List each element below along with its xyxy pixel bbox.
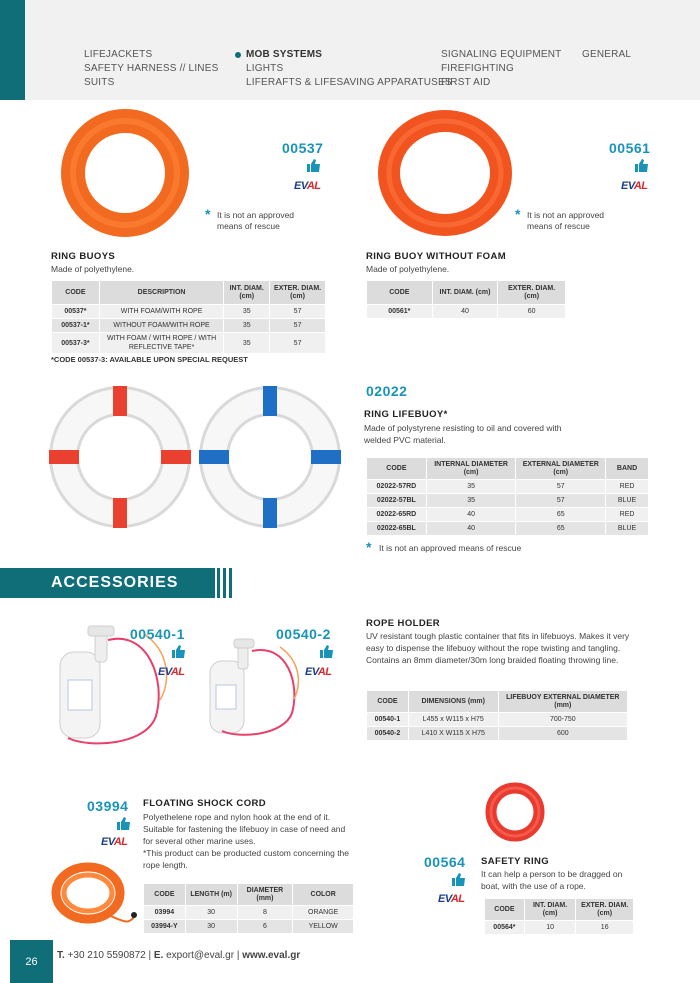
section-subtitle: It can help a person to be dragged on boat, with the use of a rope. — [481, 869, 623, 891]
shock-cord-table: CODE LENGTH (m) DIAMETER (mm) COLOR 03994 30 8 ORANGE 03994-Y 30 6 YELLOW — [143, 883, 354, 934]
phone-label: T. — [57, 950, 65, 961]
product-code-00564: 00564 — [424, 854, 466, 870]
ring-buoys-table — [51, 280, 326, 354]
th-code: CODE — [52, 281, 100, 305]
table-row: 00537-1* WITHOUT FOAM/WITH ROPE 35 57 — [52, 319, 326, 333]
table-row: 02022-65BL 40 65 BLUE — [367, 522, 649, 536]
table-row: 00540-2 L410 X W115 X H75 600 — [367, 727, 628, 741]
nav-lifejackets[interactable]: LIFEJACKETS — [84, 49, 153, 60]
section-title-rope-holder: ROPE HOLDER — [366, 618, 441, 629]
table-row: 00537* WITH FOAM/WITH ROPE 35 57 — [52, 305, 326, 319]
footer-contact: T. +30 210 5590872 | E. export@eval.gr | www.eval.gr — [57, 950, 301, 961]
rescue-note: It is not an approved means of rescue — [217, 210, 295, 231]
thumbs-up-icon — [117, 817, 131, 830]
orange-ring-buoy-image — [60, 108, 190, 238]
eval-logo: EVAL — [621, 180, 648, 192]
banner-stripe — [229, 568, 232, 598]
table-row: 03994-Y 30 6 YELLOW — [144, 920, 354, 934]
asterisk-icon: * — [515, 206, 521, 222]
nav-signaling[interactable]: SIGNALING EQUIPMENT — [441, 49, 562, 60]
thumbs-up-icon — [452, 873, 466, 886]
eval-logo: EVAL — [101, 836, 128, 848]
table-row: 02022-57RD 35 57 RED — [367, 480, 649, 494]
table-row: 00564* 10 16 — [485, 921, 634, 935]
nav-firefighting[interactable]: FIREFIGHTING — [441, 63, 514, 74]
eval-logo: EVAL — [158, 666, 185, 678]
section-subtitle: UV resistant tough plastic container that fits in lifebuoys. Makes it very easy to dispense the lifebuoy without the rope twisting and tangling. Contains an 8mm diameter/30m long braided floating throwing line. — [366, 631, 630, 665]
white-lifebuoys-image — [40, 380, 350, 540]
nav-column-1 — [84, 48, 218, 90]
thumbs-up-icon — [172, 645, 186, 658]
product-code-00537: 00537 — [282, 140, 324, 156]
rope-holder-table: CODE DIMENSIONS (mm) LIFEBUOY EXTERNAL DIAMETER (mm) 00540-1 L455 x W115 x H75 700-750 00540-2 L410 X W115 X H75 600 — [366, 690, 628, 741]
nav-mob-systems[interactable]: MOB SYSTEMS — [246, 49, 323, 60]
eval-logo: EVAL — [438, 893, 465, 905]
nav-liferafts[interactable]: LIFERAFTS & LIFESAVING APPARATUSES — [246, 77, 452, 88]
nav-column-2 — [246, 48, 452, 90]
banner-stripe — [217, 568, 220, 598]
section-title-floating-shock-cord: FLOATING SHOCK CORD — [143, 798, 267, 809]
nav-safety-harness[interactable]: SAFETY HARNESS // LINES — [84, 63, 219, 74]
product-code-02022: 02022 — [366, 383, 408, 399]
banner-stripe — [223, 568, 226, 598]
eval-logo: EVAL — [294, 180, 321, 192]
nav-suits[interactable]: SUITS — [84, 77, 115, 88]
th-int-diam: INT. DIAM. (cm) — [224, 281, 270, 305]
table-footnote: *CODE 00537-3: AVAILABLE UPON SPECIAL REQUEST — [51, 355, 248, 364]
active-nav-dot — [235, 52, 241, 58]
table-row: 03994 30 8 ORANGE — [144, 906, 354, 920]
thumbs-up-icon — [307, 159, 321, 172]
safety-ring-table: CODE INT. DIAM. (cm) EXTER. DIAM. (cm) 00564* 10 16 — [484, 898, 634, 935]
table-row: 02022-65RD 40 65 RED — [367, 508, 649, 522]
section-title-ring-buoys: RING BUOYS — [51, 251, 116, 262]
table-row: 00537-3* WITH FOAM / WITH ROPE / WITH REFLECTIVE TAPE* 35 57 — [52, 333, 326, 354]
orange-ring-buoy-no-foam-image — [375, 108, 515, 238]
ring-lifebuoy-table: CODE INTERNAL DIAMETER (cm) EXTERNAL DIAMETER (cm) BAND 02022-57RD 35 57 RED 02022-57BL 35 57 BLUE 02022-65RD 40 65 RED 02022-65BL 40 65 BLUE — [366, 457, 649, 536]
rope-holder-2-image — [200, 635, 320, 745]
product-code-00540-1: 00540-1 — [130, 626, 185, 642]
nav-general[interactable]: GENERAL — [582, 49, 632, 60]
thumbs-up-icon — [635, 159, 649, 172]
nav-column-3 — [441, 48, 562, 90]
accent-strip — [0, 0, 25, 100]
ring-buoy-no-foam-table: CODE INT. DIAM. (cm) EXTER. DIAM. (cm) 00561* 40 60 — [366, 280, 566, 319]
section-subtitle: Polyethelene rope and nylon hook at the end of it. Suitable for fastening the lifebuoy in case of need and for several other marine uses. *This product can be producted custom concerning the rope length. — [143, 812, 350, 870]
product-code-03994: 03994 — [87, 798, 129, 814]
product-code-00561: 00561 — [609, 140, 651, 156]
section-title-ring-lifebuoy: RING LIFEBUOY* — [364, 409, 448, 420]
accessories-title: ACCESSORIES — [51, 574, 179, 591]
table-row: 00540-1 L455 x W115 x H75 700-750 — [367, 713, 628, 727]
phone-number[interactable]: +30 210 5590872 — [67, 950, 146, 961]
section-title-ring-buoy-without-foam: RING BUOY WITHOUT FOAM — [366, 251, 507, 262]
asterisk-icon: * — [366, 539, 372, 555]
email-link[interactable]: export@eval.gr — [166, 950, 235, 961]
th-ext-diam: EXTER. DIAM. (cm) — [270, 281, 326, 305]
nav-first-aid[interactable]: FIRST AID — [441, 77, 491, 88]
shock-cord-image — [48, 855, 143, 935]
eval-logo: EVAL — [305, 666, 332, 678]
nav-lights[interactable]: LIGHTS — [246, 63, 284, 74]
rescue-note: It is not an approved means of rescue — [527, 210, 605, 231]
th-description: DESCRIPTION — [99, 281, 223, 305]
nav-column-4 — [582, 48, 631, 62]
product-code-00540-2: 00540-2 — [276, 626, 331, 642]
table-row: 00561* 40 60 — [367, 305, 566, 319]
table-row: 02022-57BL 35 57 BLUE — [367, 494, 649, 508]
section-subtitle: Made of polyethylene. — [51, 264, 135, 274]
rescue-note: It is not an approved means of rescue — [379, 543, 522, 553]
asterisk-icon: * — [205, 206, 211, 222]
safety-ring-image — [483, 780, 547, 844]
website-link[interactable]: www.eval.gr — [242, 950, 301, 961]
section-subtitle: Made of polyethylene. — [366, 264, 450, 274]
section-title-safety-ring: SAFETY RING — [481, 856, 550, 867]
page-number: 26 — [10, 940, 53, 983]
section-subtitle: Made of polystyrene resisting to oil and covered with welded PVC material. — [364, 423, 562, 445]
email-label: E. — [153, 950, 164, 961]
thumbs-up-icon — [320, 645, 334, 658]
